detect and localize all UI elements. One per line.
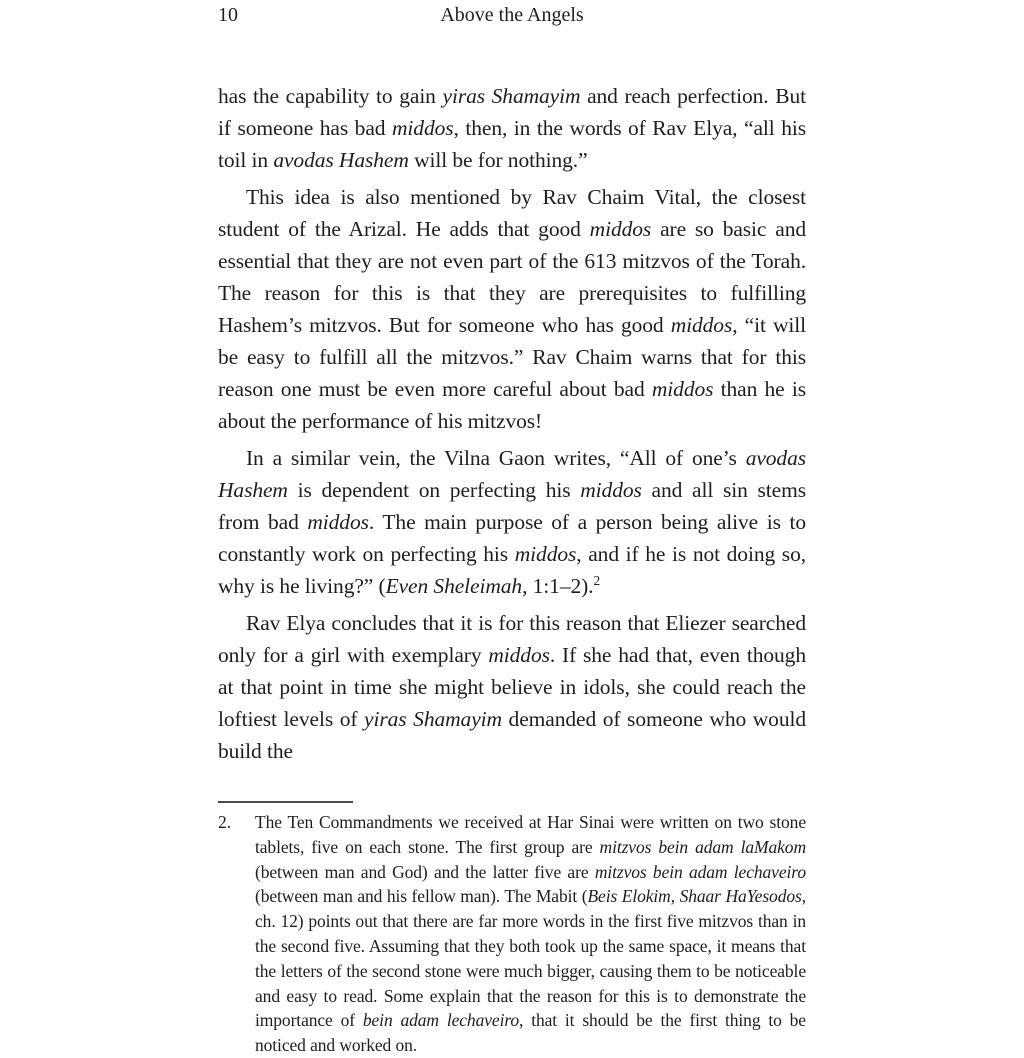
paragraph: This idea is also mentioned by Rav Chaim Vital, the closest student of the Arizal. He adds that good middos are so basic and essential that they are not even part of the 613 mitzvos of the Torah. The reason for this is that they are prerequisites to fulfilling Hashem’s mitzvos. But for someone who has good middos, “it will be easy to fulfill all the mitzvos.” Rav Chaim warns that for this reason one must be even more careful about bad middos than he is about the performance of his mitzvos! (218, 185, 807, 433)
footnote (218, 810, 806, 1058)
running-title: Above the Angels (440, 4, 584, 26)
paragraph: In a similar vein, the Vilna Gaon writes, “All of one’s avodas Hashem is dependent on perfecting his middos and all sin stems from bad middos. The main purpose of a person being alive is to constantly work on perfecting his middos, and if he is not doing so, why is he living?” (Even Sheleimah, 1:1–2).$^2$ (218, 446, 807, 598)
footnote-number: 2. (218, 812, 232, 832)
footnote-text: The Ten Commandments we received at Har Sinai were written on two stone tablets, five on each stone. The first group are mitzvos bein adam laMakom (between man and God) and the latter five are mitzvos bein adam lechaveiro (between man and his fellow man). The Mabit (Beis Elokim, Shaar HaYesodos, ch. 12) points out that there are far more words in the first five mitzvos than in the second five. Assuming that they both took up the same space, it means that the letters of the second stone were much bigger, causing them to be noticeable and easy to read. Some explain that the reason for this is to demonstrate the importance of bein adam lechaveiro, that it should be the first thing to be noticed and worked on. (255, 812, 806, 1056)
page-number: 10 (218, 4, 238, 26)
footnote-divider (218, 801, 353, 803)
body-text (218, 80, 806, 767)
running-header (218, 2, 806, 28)
paragraph-continuation: has the capability to gain yiras Shamayim and reach perfection. But if someone has bad middos, then, in the words of Rav Elya, “all his toil in avodas Hashem will be for nothing.” (218, 84, 806, 172)
text-column (218, 0, 806, 1058)
paragraph: Rav Elya concludes that it is for this reason that Eliezer searched only for a girl with exemplary middos. If she had that, even though at that point in time she might believe in idols, she could reach the loftiest levels of yiras Shamayim demanded of someone who would build the (218, 611, 807, 763)
